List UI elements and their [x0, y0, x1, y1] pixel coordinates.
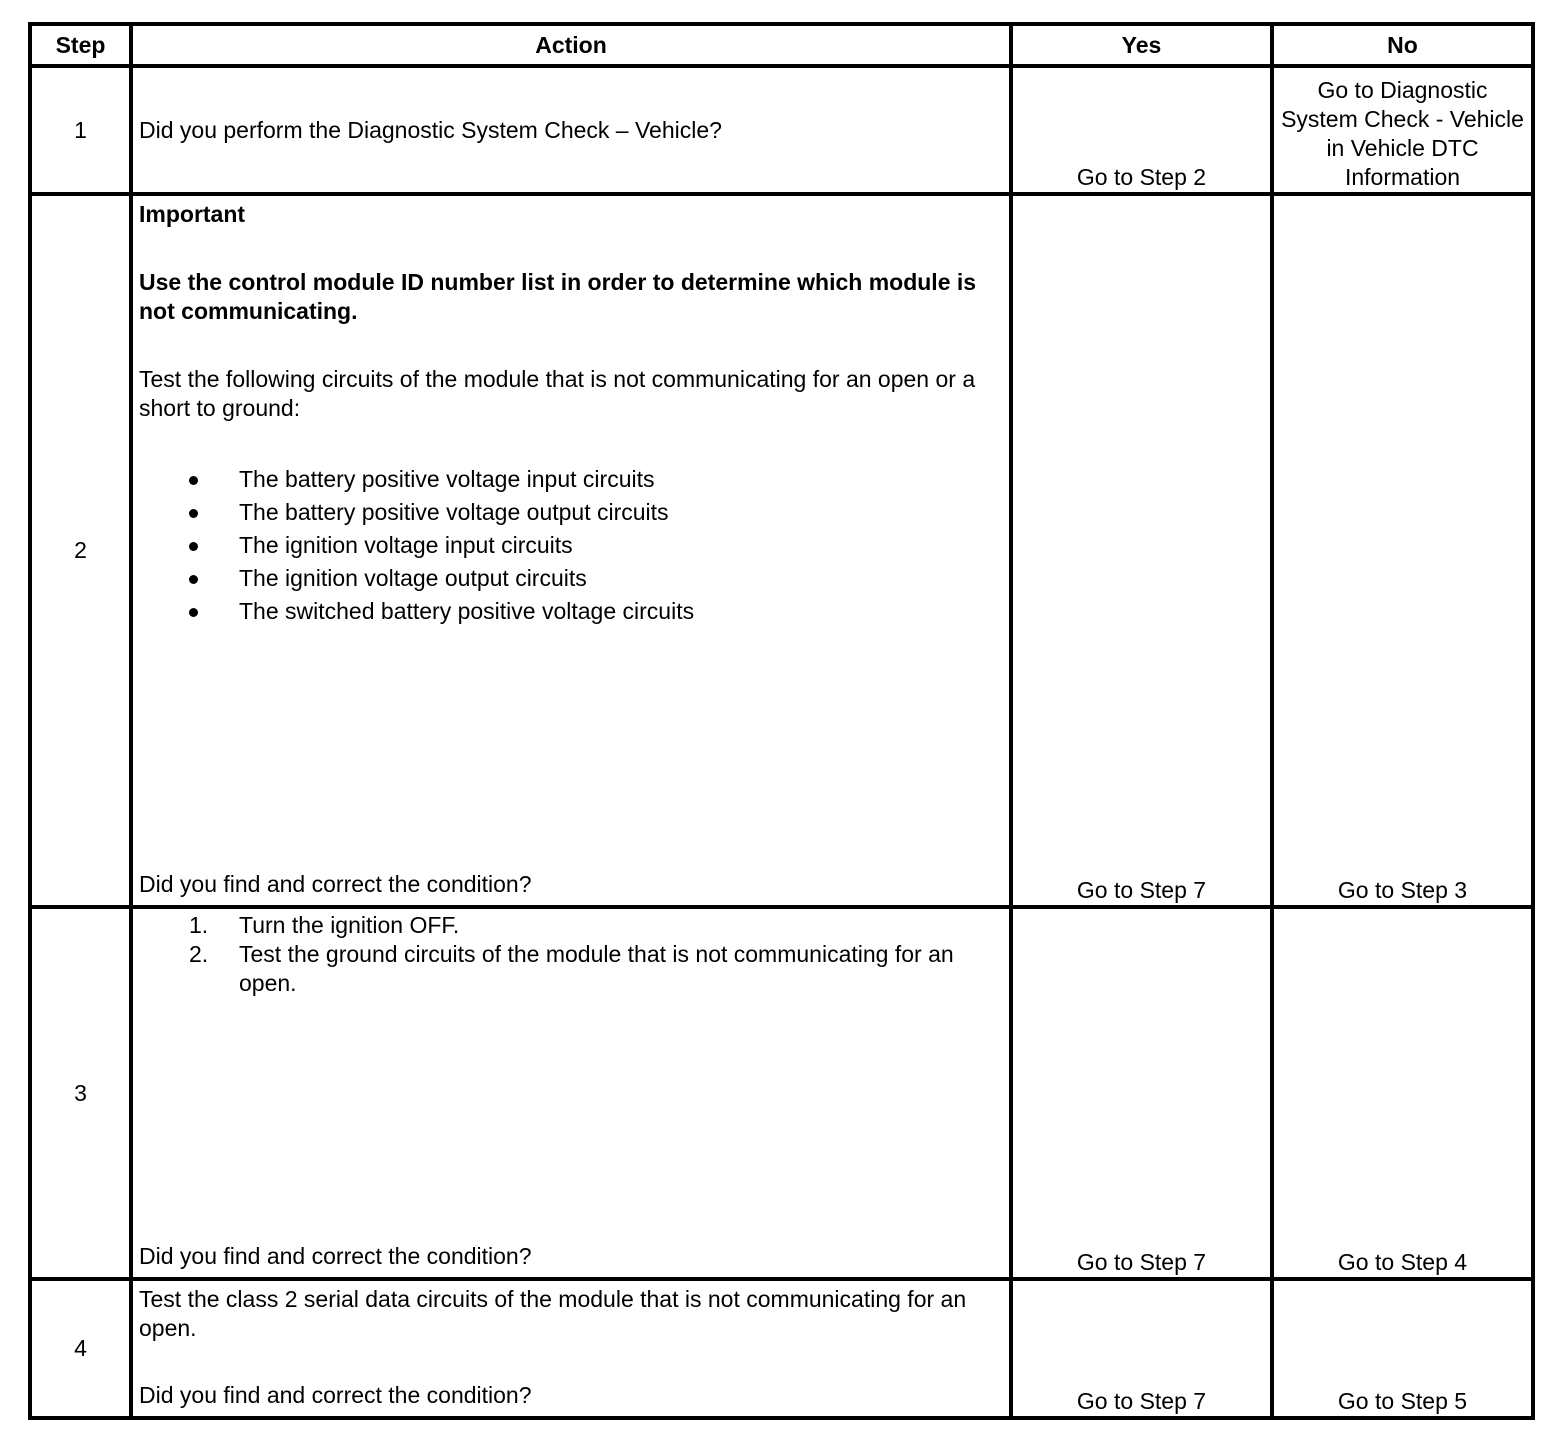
bullet-icon: [189, 575, 198, 584]
instruction-text: Test the following circuits of the module that is not communicating for an open or a short to ground:: [139, 366, 976, 421]
table-row: [30, 1279, 1533, 1418]
action-cell: [131, 66, 1011, 194]
yes-result: Go to Step 2: [1011, 66, 1272, 194]
list-item-text: Test the ground circuits of the module that is not communicating for an open.: [239, 941, 954, 996]
list-item-text: The switched battery positive voltage circuits: [239, 598, 695, 624]
list-item: [139, 911, 1003, 940]
action-cell: [131, 1279, 1011, 1418]
table-row: [30, 194, 1533, 907]
instruction-text: Test the class 2 serial data circuits of the module that is not communicating for an open.: [139, 1286, 967, 1341]
important-label: Important: [139, 201, 246, 227]
step-number: 3: [30, 907, 131, 1279]
list-item-text: The ignition voltage output circuits: [239, 565, 587, 591]
bullet-icon: [189, 542, 198, 551]
step-number: 2: [30, 194, 131, 907]
question-text: Did you find and correct the condition?: [139, 1382, 532, 1408]
list-number: 2.: [189, 941, 209, 967]
list-item-text: Turn the ignition OFF.: [239, 912, 460, 938]
list-item-text: The ignition voltage input circuits: [239, 532, 573, 558]
list-item-text: The battery positive voltage output circuits: [239, 499, 669, 525]
action-cell: [131, 907, 1011, 1279]
column-header-yes: Yes: [1011, 24, 1272, 66]
yes-result: Go to Step 7: [1011, 194, 1272, 907]
circuit-list: [139, 463, 1003, 628]
bullet-icon: [189, 509, 198, 518]
column-header-action: Action: [131, 24, 1011, 66]
column-header-no: No: [1272, 24, 1533, 66]
table-header-row: [30, 24, 1533, 66]
no-result: Go to Step 3: [1272, 194, 1533, 907]
step-number: 4: [30, 1279, 131, 1418]
diagnostic-table: [28, 22, 1535, 1420]
list-item: [139, 496, 1003, 529]
list-item-text: The battery positive voltage input circuits: [239, 466, 655, 492]
step-number: 1: [30, 66, 131, 194]
question-text: Did you find and correct the condition?: [139, 871, 532, 897]
bullet-icon: [189, 476, 198, 485]
list-item: [139, 529, 1003, 562]
no-result: Go to Step 5: [1272, 1279, 1533, 1418]
action-cell: [131, 194, 1011, 907]
question-text: Did you find and correct the condition?: [139, 1243, 532, 1269]
yes-result: Go to Step 7: [1011, 1279, 1272, 1418]
column-header-step: Step: [30, 24, 131, 66]
no-result: Go to Step 4: [1272, 907, 1533, 1279]
list-item: [139, 562, 1003, 595]
table-row: [30, 907, 1533, 1279]
table-row: [30, 66, 1533, 194]
list-item: [139, 940, 1003, 998]
procedure-list: [139, 911, 1003, 998]
bullet-icon: [189, 608, 198, 617]
no-result-text: Go to Diagnostic System Check - Vehicle in Vehicle DTC Information: [1281, 77, 1524, 190]
list-item: [139, 463, 1003, 496]
important-note: Use the control module ID number list in order to determine which module is not communicating.: [139, 269, 977, 324]
action-text: Did you perform the Diagnostic System Check – Vehicle?: [139, 116, 722, 143]
list-number: 1.: [189, 912, 209, 938]
yes-result: Go to Step 7: [1011, 907, 1272, 1279]
list-item: [139, 595, 1003, 628]
no-result: [1272, 66, 1533, 194]
